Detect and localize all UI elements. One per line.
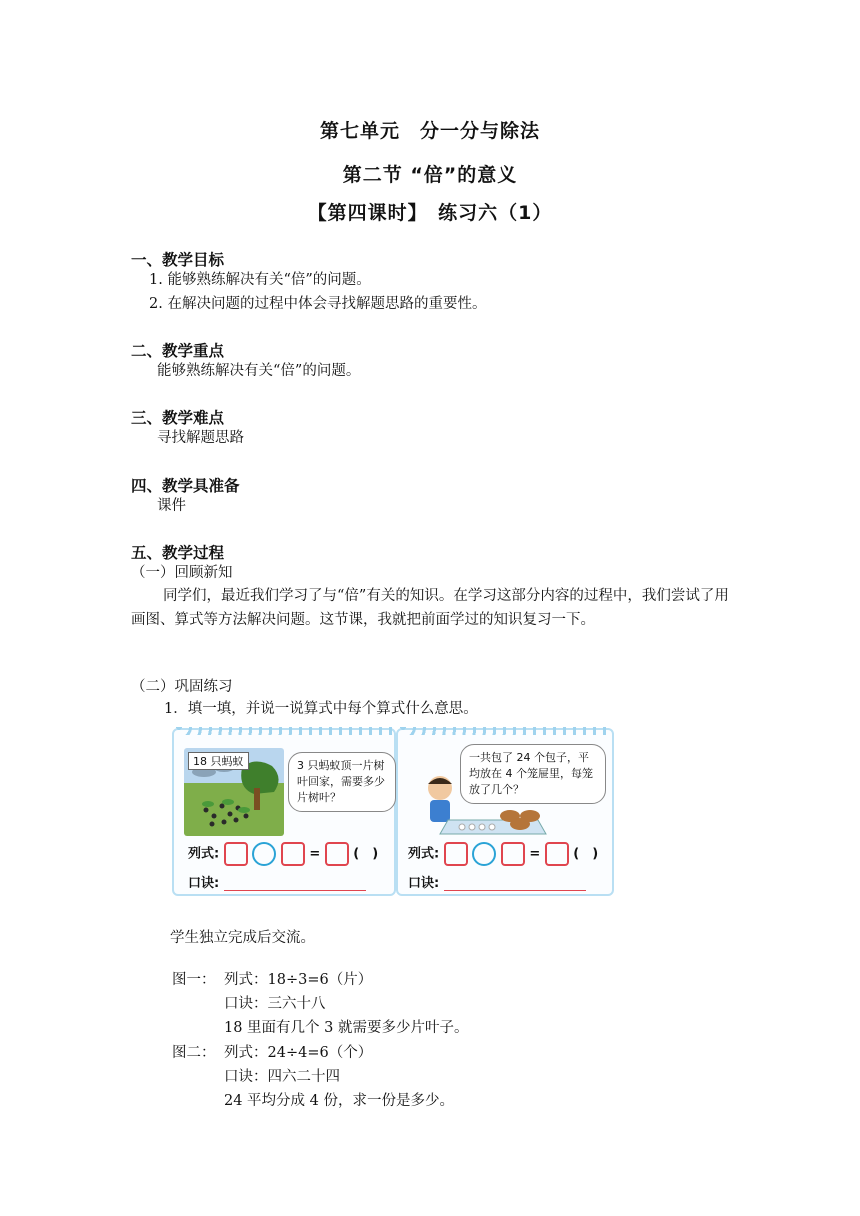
exercise-1-text: 1．填一填，并说一说算式中每个算式什么意思。 [164, 701, 478, 717]
fig1-meaning: 18 里面有几个 3 就需要多少片叶子。 [224, 1020, 469, 1036]
answer-box[interactable] [444, 842, 468, 866]
answer-box[interactable] [325, 842, 349, 866]
focus-heading: 二、教学重点 [131, 342, 225, 360]
left-rhyme-row [188, 872, 366, 891]
ant-illustration [184, 748, 284, 836]
difficulty-text: 寻找解题思路 [157, 430, 244, 446]
goals-heading: 一、教学目标 [131, 251, 225, 269]
fig1-formula: 列式：18÷3=6（片） [224, 972, 373, 988]
operator-circle[interactable] [472, 842, 496, 866]
ant-panel [172, 728, 396, 896]
focus-text: 能够熟练解决有关“倍”的问题。 [157, 363, 361, 379]
student-note: 学生独立完成后交流。 [170, 930, 315, 946]
goal-item-2: 2. 在解决问题的过程中体会寻找解题思路的重要性。 [149, 296, 487, 312]
answer-box[interactable] [224, 842, 248, 866]
right-formula-row [408, 842, 598, 866]
lesson-title: 【第四课时】 练习六（1） [307, 202, 553, 224]
fig2-label: 图二： [172, 1045, 216, 1061]
bun-panel [396, 728, 614, 896]
goal-item-1: 1. 能够熟练解决有关“倍”的问题。 [149, 272, 371, 288]
review-paragraph: 同学们，最近我们学习了与“倍”有关的知识。在学习这部分内容的过程中，我们尝试了用画图、算式等方法解决问题。这节课，我就把前面学过的知识复习一下。 [131, 588, 729, 628]
unit-paren: ( ) [573, 846, 599, 862]
operator-circle[interactable] [252, 842, 276, 866]
answer-box[interactable] [281, 842, 305, 866]
rhyme-label: 口诀: [408, 876, 440, 891]
fig2-meaning: 24 平均分成 4 份，求一份是多少。 [224, 1093, 455, 1109]
equals-sign: = [529, 846, 541, 862]
fig2-rhyme: 口诀：四六二十四 [224, 1069, 340, 1085]
process-heading: 五、教学过程 [131, 544, 225, 562]
difficulty-heading: 三、教学难点 [131, 409, 225, 427]
fig1-label: 图一： [172, 972, 216, 988]
exercise-card [172, 728, 612, 892]
fig2-formula: 列式：24÷4=6（个） [224, 1045, 373, 1061]
unit-title: 第七单元 分一分与除法 [319, 120, 540, 142]
review-label: （一）回顾新知 [131, 565, 233, 581]
tools-heading: 四、教学具准备 [131, 477, 240, 495]
ant-question-bubble: 3 只蚂蚁顶一片树叶回家，需要多少片树叶？ [288, 752, 396, 812]
scallop-border [174, 727, 394, 735]
equals-sign: = [309, 846, 321, 862]
formula-label: 列式: [188, 846, 220, 862]
rhyme-label: 口诀: [188, 876, 220, 891]
answer-box[interactable] [501, 842, 525, 866]
formula-label: 列式: [408, 846, 440, 862]
rhyme-blank[interactable] [444, 876, 586, 891]
fig1-rhyme: 口诀：三六十八 [224, 996, 326, 1012]
practice-label: （二）巩固练习 [131, 679, 233, 695]
bun-question-bubble: 一共包了 24 个包子，平均放在 4 个笼屉里，每笼放了几个？ [460, 744, 606, 804]
ant-count-tag: 18 只蚂蚁 [188, 752, 249, 770]
unit-paren: ( ) [353, 846, 379, 862]
left-formula-row [188, 842, 378, 866]
answer-box[interactable] [545, 842, 569, 866]
right-rhyme-row [408, 872, 586, 891]
section-title: 第二节 “倍”的意义 [342, 164, 518, 186]
rhyme-blank[interactable] [224, 876, 366, 891]
tools-text: 课件 [157, 498, 186, 514]
scallop-border [398, 727, 612, 735]
